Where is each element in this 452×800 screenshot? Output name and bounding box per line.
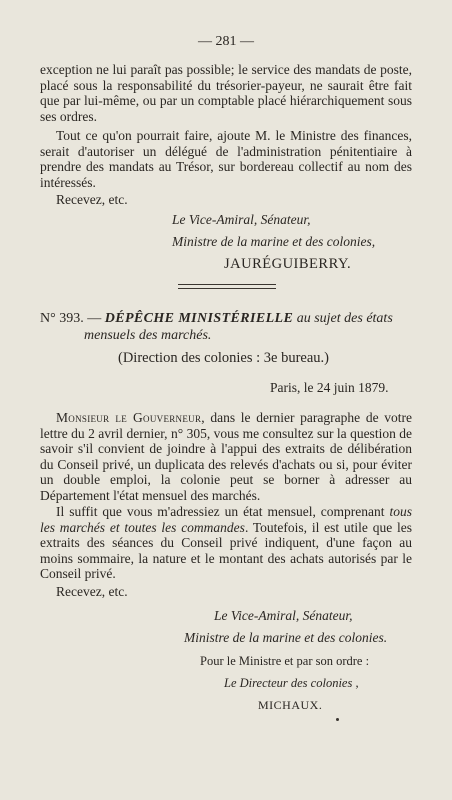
- dispatch-number: N° 393. —: [40, 311, 102, 326]
- dispatch-place-date: Paris, le 24 juin 1879.: [270, 380, 389, 395]
- signature2-role: Ministre de la marine et des colonies.: [184, 630, 388, 645]
- continuation-paragraph-1: exception ne lui paraît pas possible; le service des mandats de poste, placé sous la responsabilité du trésorier-payeur, ne saurait être fait que par lui-même, ou par un comptable placé hiérarchiquement sous ses ordres.: [40, 62, 412, 124]
- dispatch-heading: [40, 310, 412, 327]
- body-paragraph-2: [40, 504, 412, 582]
- signature2-director: Le Directeur des colonies ,: [224, 676, 359, 690]
- ink-speck: [336, 718, 339, 721]
- body-paragraph-2-italic: tous les marchés et toutes les commandes: [40, 504, 412, 535]
- signature2-title: Le Vice-Amiral, Sénateur,: [214, 608, 353, 623]
- body-paragraph-1: [40, 410, 412, 504]
- signature2-name: MICHAUX.: [258, 698, 323, 712]
- continuation-paragraph-2: Tout ce qu'on pourrait faire, ajoute M. le Ministre des finances, serait d'autoriser un délégué de l'administration pénitentiaire à prendre des mandats au Trésor, sur bordereau collectif au nom des intéressés.: [40, 128, 412, 190]
- body-salutation: Monsieur le Gouverneur: [56, 410, 202, 425]
- signature1-role: Ministre de la marine et des colonies,: [172, 234, 376, 249]
- dispatch-title-rest: au sujet des états: [293, 311, 393, 326]
- body-paragraph-2-start: Il suffit que vous m'adressiez un état mensuel, comprenant: [56, 504, 390, 519]
- page-number: — 281 —: [198, 34, 254, 49]
- body-paragraph-1-text: , dans le dernier paragraphe de votre lettre du 2 avril dernier, n° 305, vous me consultez sur la question de savoir s'il convient de joindre à l'appui des extraits de délibération du Conseil privé, un duplicata des relevés d'achats ou si, pour éviter un double emploi, la colonie peut se borner à adresser au Département l'état mensuel des marchés.: [40, 410, 413, 503]
- signature1-title: Le Vice-Amiral, Sénateur,: [172, 212, 311, 227]
- section-divider: [178, 284, 276, 289]
- dispatch-direction: (Direction des colonies : 3e bureau.): [118, 350, 329, 366]
- body-closing: Recevez, etc.: [56, 584, 128, 599]
- signature1-name: JAURÉGUIBERRY.: [224, 256, 352, 272]
- body-paragraph-2-end: . Toutefois, il est utile que les extraits des séances du Conseil privé indiquent, d'une façon au moins sommaire, la nature et le montant des achats autorisés par le Conseil privé.: [40, 519, 412, 582]
- signature2-for-minister: Pour le Ministre et par son ordre :: [200, 654, 370, 668]
- continuation-closing: Recevez, etc.: [56, 192, 128, 207]
- dispatch-title-caps: DÉPÊCHE MINISTÉRIELLE: [104, 311, 294, 326]
- dispatch-title-line2: mensuels des marchés.: [84, 328, 212, 343]
